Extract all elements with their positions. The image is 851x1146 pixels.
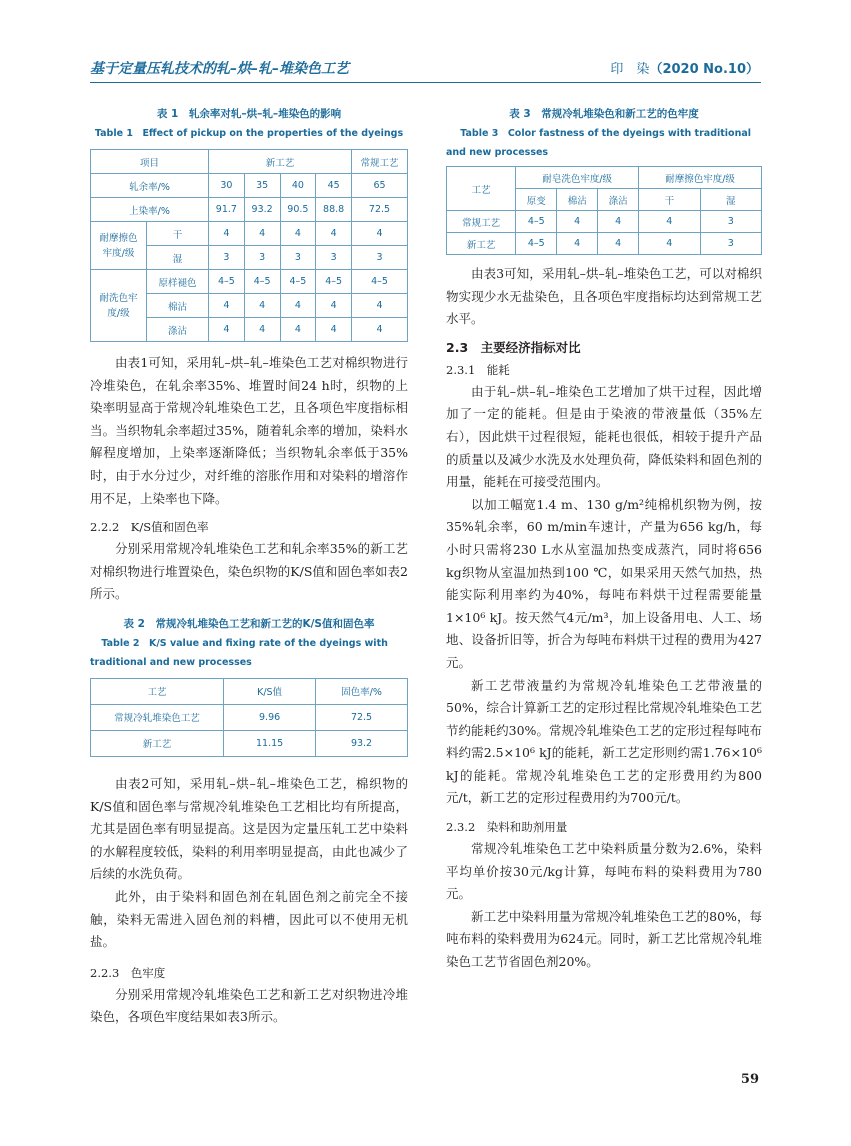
paragraph: 由表1可知，采用轧–烘–轧–堆染色工艺对棉织物进行冷堆染色，在轧余率35%、堆置时间24 h时，织物的上染率明显高于常规冷轧堆染色工艺，且各项色牢度指标相当。当织物轧余率超过35%，随着轧余率的增加，染料水解程度增加，上染率逐渐降低；当织物轧余率低于35%时，由于水分过少，对纤维的溶胀作用和对染料的增溶作用不足，上染率也下降。 xyxy=(90,355,408,506)
t1-cell: 35 xyxy=(244,174,280,198)
journal-name: 印 染 xyxy=(610,62,650,77)
table2 xyxy=(90,678,408,757)
t1-cell: 93.2 xyxy=(244,198,280,222)
t3-cell: 4 xyxy=(639,211,700,233)
t3-cell: 3 xyxy=(700,233,761,255)
paragraph: 此外，由于染料和固色剂在轧固色剂之前完全不接触，染料无需进入固色剂的料槽，因此可以不使用无机盐。 xyxy=(90,888,408,950)
t1-cell: 4 xyxy=(244,294,280,318)
table1 xyxy=(90,149,408,342)
t1-cell: 30 xyxy=(209,174,245,198)
t1-cell: 4 xyxy=(316,294,352,318)
table-row xyxy=(91,704,408,730)
paragraph: 分别采用常规冷轧堆染色工艺和新工艺对织物进冷堆染色，各项色牢度结果如表3所示。 xyxy=(90,986,408,1025)
table1-caption-en: Table 1 Effect of pickup on the properties of the dyeings xyxy=(94,128,404,139)
t1-fade-label: 原样褪色 xyxy=(147,270,209,294)
paragraph: 常规冷轧堆染色工艺中染料质量分数为2.6%，染料平均单价按30元/kg计算，每吨布料的染料费用为780元。 xyxy=(446,841,762,902)
table3-caption-en: Table 3 Color fastness of the dyeings with traditional and new processes xyxy=(446,128,752,158)
table3-caption-cn: 表 3 常规冷轧堆染色和新工艺的色牢度 xyxy=(509,108,699,120)
t3-cell: 4 xyxy=(639,233,700,255)
table1-caption-cn: 表 1 轧余率对轧–烘–轧–堆染色的影响 xyxy=(156,108,342,120)
t1-row-dry xyxy=(91,222,408,246)
section-heading: 2.3 主要经济指标对比 xyxy=(446,339,581,355)
t1-cell: 4 xyxy=(352,294,408,318)
t1-cell: 3 xyxy=(316,246,352,270)
page-number: 59 xyxy=(740,1072,759,1087)
t3-cell: 3 xyxy=(700,211,761,233)
left-column xyxy=(90,104,408,1029)
t1-head-conv: 常规工艺 xyxy=(352,150,408,174)
t1-cell: 4–5 xyxy=(209,270,245,294)
running-title: 基于定量压轧技术的轧–烘–轧–堆染色工艺 xyxy=(90,61,349,77)
journal-info xyxy=(610,58,759,77)
t1-cell: 4 xyxy=(280,294,316,318)
t1-cell: 4–5 xyxy=(352,270,408,294)
t1-dry-label: 干 xyxy=(147,222,209,246)
t1-cell: 40 xyxy=(280,174,316,198)
t1-cell: 65 xyxy=(352,174,408,198)
t3-head-rub: 耐摩擦色牢度/级 xyxy=(639,167,762,189)
t1-cell: 72.5 xyxy=(352,198,408,222)
t1-cell: 3 xyxy=(280,246,316,270)
subsection-heading: 2.2.3 色牢度 xyxy=(90,965,166,980)
right-column xyxy=(446,104,762,974)
t2-cell: 9.96 xyxy=(224,704,316,730)
paragraph: 新工艺带液量约为常规冷轧堆染色工艺带液量的50%，综合计算新工艺的定形过程比常规冷轧堆染色工艺节约能耗约30%。常规冷轧堆染色工艺的定形过程每吨布料约需2.5×10⁶ kJ的能耗，新工艺定形则约需1.76×10⁶ kJ的能耗。常规冷轧堆染色工艺的定形费用约为800元/t，新工艺的定形过程费用约为700元/t。 xyxy=(446,677,762,806)
t1-pickup-label: 轧余率/% xyxy=(91,174,209,198)
t1-row-uptake xyxy=(91,198,408,222)
t2-cell: 72.5 xyxy=(316,704,408,730)
subsection-heading: 2.2.2 K/S值和固色率 xyxy=(90,520,209,535)
t3-cell: 4–5 xyxy=(516,211,557,233)
t3-sub: 涤沾 xyxy=(598,189,639,211)
table-row xyxy=(447,211,762,233)
t1-cell: 45 xyxy=(316,174,352,198)
paragraph: 由于轧–烘–轧–堆染色工艺增加了烘干过程，因此增加了一定的能耗。但是由于染液的带液量低（35%左右），因此烘干过程很短，能耗也很低，相较于提升产品的质量以及减少水洗及水处理负荷，降低染料和固色剂的用量，能耗在可接受范围内。 xyxy=(446,383,762,490)
t3-sub: 干 xyxy=(639,189,700,211)
table3 xyxy=(446,166,762,255)
t1-row-fade xyxy=(91,270,408,294)
paragraph: 由表2可知，采用轧–烘–轧–堆染色工艺，棉织物的K/S值和固色率与常规冷轧堆染色工艺相比均有所提高，尤其是固色率有明显提高。这是因为定量压轧工艺中染料的水解程度较低，染料的利用率明显提高，由此也减少了后续的水洗负荷。 xyxy=(90,775,408,882)
t3-sub: 原变 xyxy=(516,189,557,211)
t1-uptake-label: 上染率/% xyxy=(91,198,209,222)
t1-cell: 4 xyxy=(280,318,316,342)
t2-head: K/S值 xyxy=(224,678,316,704)
t3-cell: 4–5 xyxy=(516,233,557,255)
t1-cell: 4 xyxy=(209,318,245,342)
t2-cell: 93.2 xyxy=(316,730,408,756)
t1-cell: 90.5 xyxy=(280,198,316,222)
t1-cell: 91.7 xyxy=(209,198,245,222)
t2-cell: 11.15 xyxy=(224,730,316,756)
t3-cell: 4 xyxy=(598,211,639,233)
t1-wash-label: 耐洗色牢度/级 xyxy=(91,270,147,342)
t1-cell: 3 xyxy=(244,246,280,270)
paragraph: 以加工幅宽1.4 m、130 g/m²纯棉机织物为例，按35%轧余率，60 m/min车速计，产量为656 kg/h，每小时只需将230 L水从室温加热变成蒸汽，同时将656 kg织物从室温加热到100 ℃，如果采用天然气加热，热能实际利用率约为40%，每吨布料烘干过程需要能量1×10⁶ kJ。按天然气4元/m³，加上设备用电、人工、场地、设备折旧等，折合为每吨布料烘干过程的费用为427元。 xyxy=(446,496,762,670)
paragraph: 新工艺中染料用量为常规冷轧堆染色工艺的80%，每吨布料的染料费用为624元。同时，新工艺比常规冷轧堆染色工艺节省固色剂20%。 xyxy=(446,908,762,970)
table2-caption-en: Table 2 K/S value and fixing rate of the dyeings with traditional and new processes xyxy=(90,637,388,668)
t1-cotton-label: 棉沾 xyxy=(147,294,209,318)
t1-cell: 4 xyxy=(209,222,245,246)
t3-sub: 棉沾 xyxy=(557,189,598,211)
t1-row-pickup xyxy=(91,174,408,198)
table2-caption-cn: 表 2 常规冷轧堆染色工艺和新工艺的K/S值和固色率 xyxy=(123,617,375,630)
t1-wet-label: 湿 xyxy=(147,246,209,270)
paragraph: 分别采用常规冷轧堆染色工艺和轧余率35%的新工艺对棉织物进行堆置染色，染色织物的K/S值和固色率如表2所示。 xyxy=(90,541,408,602)
t1-cell: 4 xyxy=(244,222,280,246)
t1-cell: 4 xyxy=(352,318,408,342)
t1-cell: 4 xyxy=(316,318,352,342)
header-rule xyxy=(90,82,761,83)
t1-head-new: 新工艺 xyxy=(209,150,352,174)
t1-cell: 4 xyxy=(209,294,245,318)
t1-cell: 88.8 xyxy=(316,198,352,222)
subsection-heading: 2.3.2 染料和助剂用量 xyxy=(446,820,568,835)
t1-poly-label: 涤沾 xyxy=(147,318,209,342)
t1-cell: 4–5 xyxy=(244,270,280,294)
journal-issue: （2020 No.10） xyxy=(649,62,759,77)
t1-cell: 4–5 xyxy=(316,270,352,294)
t2-cell: 新工艺 xyxy=(91,730,224,756)
t1-cell: 4 xyxy=(244,318,280,342)
t2-head: 工艺 xyxy=(91,678,224,704)
t1-cell: 4–5 xyxy=(280,270,316,294)
t1-cell: 4 xyxy=(352,222,408,246)
subsection-heading: 2.3.1 能耗 xyxy=(446,362,510,377)
t2-head: 固色率/% xyxy=(316,678,408,704)
t3-cell: 新工艺 xyxy=(447,233,516,255)
t1-cell: 4 xyxy=(280,222,316,246)
paragraph: 由表3可知，采用轧–烘–轧–堆染色工艺，可以对棉织物实现少水无盐染色，且各项色牢度指标均达到常规工艺水平。 xyxy=(446,266,762,327)
t1-head-item: 项目 xyxy=(91,150,209,174)
t1-cell: 3 xyxy=(352,246,408,270)
t2-cell: 常规冷轧堆染色工艺 xyxy=(91,704,224,730)
table-row xyxy=(447,233,762,255)
t1-cell: 4 xyxy=(316,222,352,246)
t3-cell: 4 xyxy=(557,211,598,233)
t1-rub-label: 耐摩擦色牢度/级 xyxy=(91,222,147,270)
t3-cell: 4 xyxy=(557,233,598,255)
t3-sub: 湿 xyxy=(700,189,761,211)
t3-head-soap: 耐皂洗色牢度/级 xyxy=(516,167,639,189)
t1-cell: 3 xyxy=(209,246,245,270)
table-row xyxy=(91,730,408,756)
t3-head-process: 工艺 xyxy=(447,167,516,211)
t3-cell: 常规工艺 xyxy=(447,211,516,233)
t3-cell: 4 xyxy=(598,233,639,255)
